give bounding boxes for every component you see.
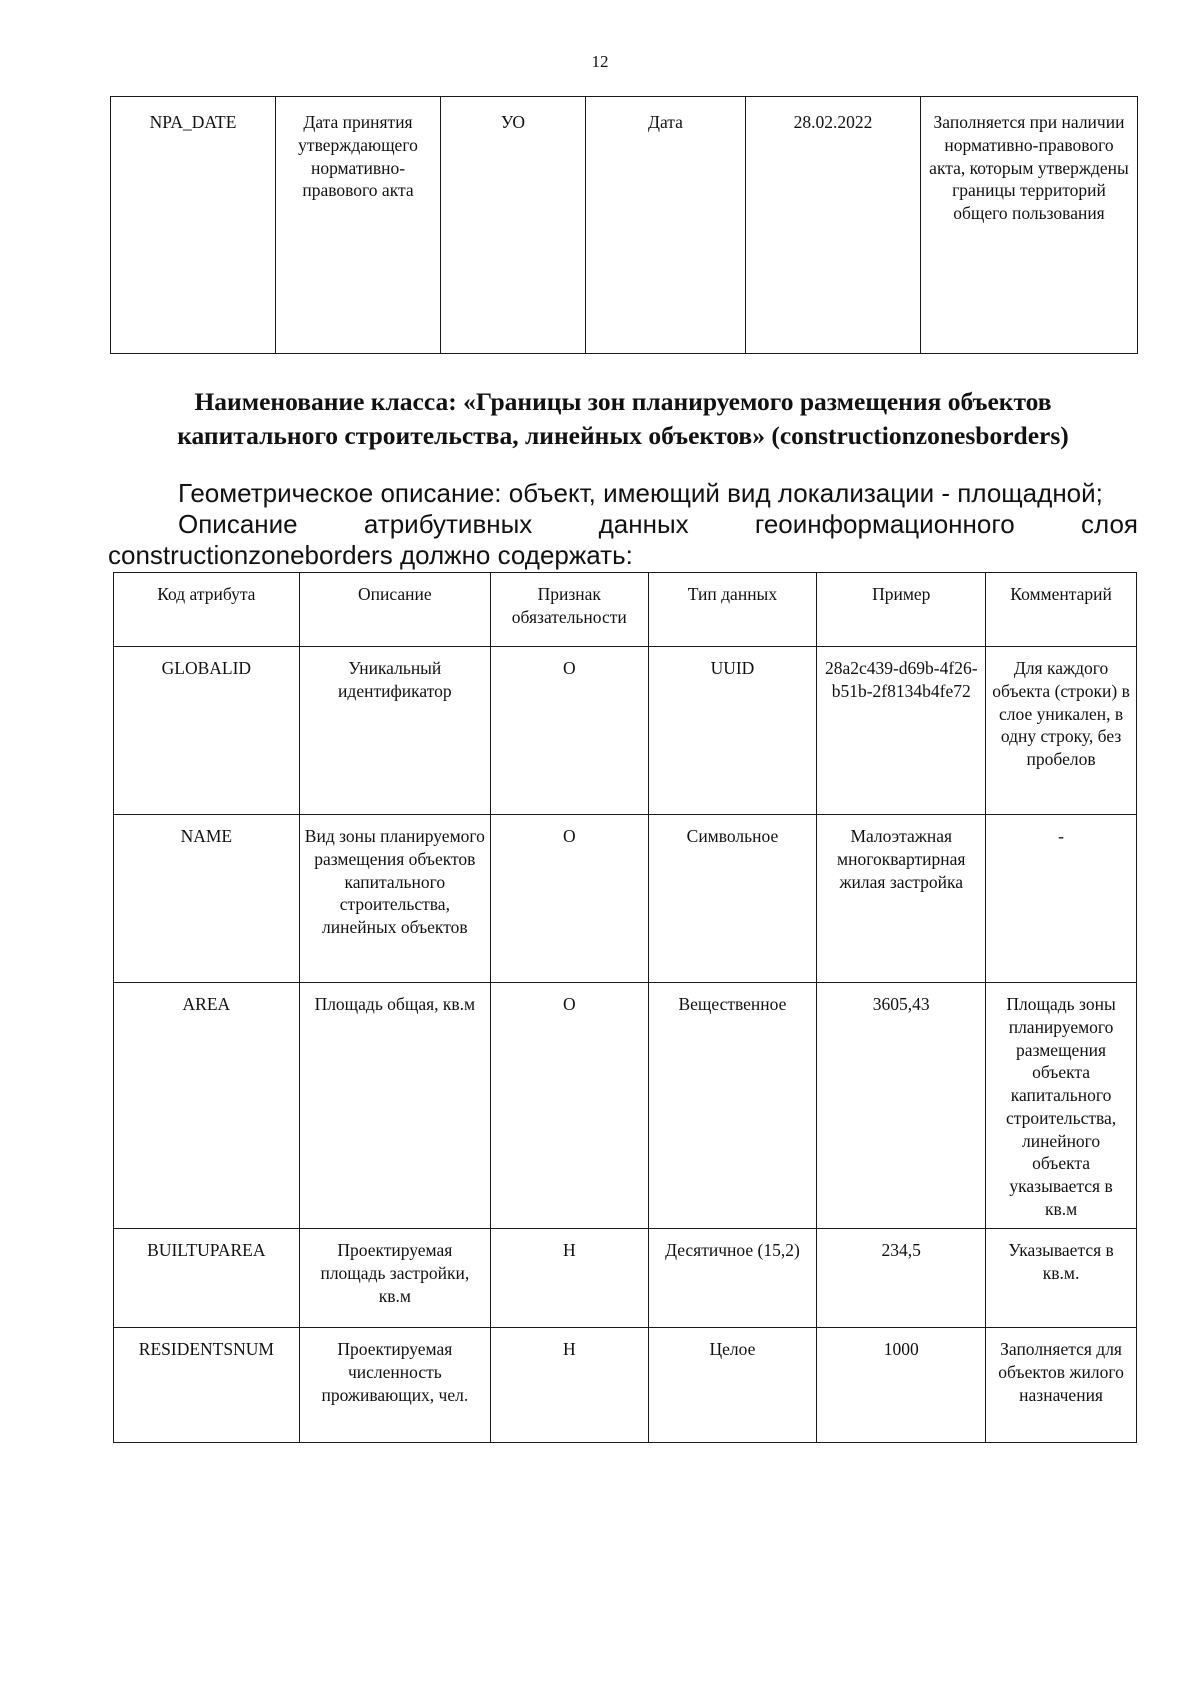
cell-description: Уникальный идентификатор [299, 647, 490, 815]
cell-data-type: Символьное [648, 815, 817, 983]
cell-description: Вид зоны планируемого размещения объектов капитального строительства, линейных объектов [299, 815, 490, 983]
header-mandatory-flag: Признак обязательности [491, 573, 649, 647]
cell-mandatory-flag: Н [491, 1328, 649, 1443]
cell-data-type: Целое [648, 1328, 817, 1443]
header-comment: Комментарий [986, 573, 1137, 647]
table-row [111, 97, 1138, 354]
table-header-row [114, 573, 1137, 647]
cell-data-type: Вещественное [648, 983, 817, 1229]
geometry-line-2: Описание атрибутивных данных геоинформационного слоя [178, 509, 1138, 539]
cell-attribute-code: GLOBALID [114, 647, 300, 815]
cell-attribute-code: NAME [114, 815, 300, 983]
cell-description: Проектируемая численность проживающих, чел. [299, 1328, 490, 1443]
heading-line-2: капитального строительства, линейных объектов» (constructionzonesborders) [177, 421, 1069, 450]
geometry-line-3: constructionzoneborders должно содержать: [108, 540, 633, 570]
cell-data-type: Десятичное (15,2) [648, 1229, 817, 1328]
cell-attribute-code: NPA_DATE [111, 97, 276, 354]
cell-mandatory-flag: УО [441, 97, 586, 354]
cell-example: Малоэтажная многоквартирная жилая застройка [817, 815, 986, 983]
cell-mandatory-flag: Н [491, 1229, 649, 1328]
cell-data-type: UUID [648, 647, 817, 815]
header-attribute-code: Код атрибута [114, 573, 300, 647]
cell-example: 3605,43 [817, 983, 986, 1229]
cell-example: 28.02.2022 [746, 97, 921, 354]
page-number: 12 [591, 52, 609, 71]
cell-comment: Для каждого объекта (строки) в слое уникален, в одну строку, без пробелов [986, 647, 1137, 815]
attributes-table [113, 572, 1137, 1443]
cell-description: Дата принятия утверждающего нормативно-правового акта [276, 97, 441, 354]
cell-example: 1000 [817, 1328, 986, 1443]
cell-example: 234,5 [817, 1229, 986, 1328]
cell-data-type: Дата [586, 97, 746, 354]
table-row [114, 983, 1137, 1229]
npa-date-table [110, 96, 1138, 354]
cell-attribute-code: AREA [114, 983, 300, 1229]
cell-comment: Указывается в кв.м. [986, 1229, 1137, 1328]
cell-example: 28a2c439-d69b-4f26-b51b-2f8134b4fe72 [817, 647, 986, 815]
header-data-type: Тип данных [648, 573, 817, 647]
header-example: Пример [817, 573, 986, 647]
header-description: Описание [299, 573, 490, 647]
cell-mandatory-flag: О [491, 983, 649, 1229]
cell-comment: - [986, 815, 1137, 983]
cell-comment: Заполняется при наличии нормативно-правового акта, которым утверждены границы территорий общего пользования [921, 97, 1138, 354]
class-name-heading [108, 385, 1138, 453]
cell-description: Площадь общая, кв.м [299, 983, 490, 1229]
cell-mandatory-flag: О [491, 647, 649, 815]
cell-comment: Площадь зоны планируемого размещения объекта капитального строительства, линейного объекта указывается в кв.м [986, 983, 1137, 1229]
cell-mandatory-flag: О [491, 815, 649, 983]
geometry-line-1: Геометрическое описание: объект, имеющий вид локализации - площадной; [178, 478, 1103, 508]
geometry-description [108, 478, 1138, 571]
cell-description: Проектируемая площадь застройки, кв.м [299, 1229, 490, 1328]
table-row [114, 647, 1137, 815]
heading-line-1: Наименование класса: «Границы зон планируемого размещения объектов [194, 387, 1052, 416]
cell-attribute-code: BUILTUPAREA [114, 1229, 300, 1328]
table-row [114, 815, 1137, 983]
cell-comment: Заполняется для объектов жилого назначения [986, 1328, 1137, 1443]
table-row [114, 1229, 1137, 1328]
table-row [114, 1328, 1137, 1443]
cell-attribute-code: RESIDENTSNUM [114, 1328, 300, 1443]
